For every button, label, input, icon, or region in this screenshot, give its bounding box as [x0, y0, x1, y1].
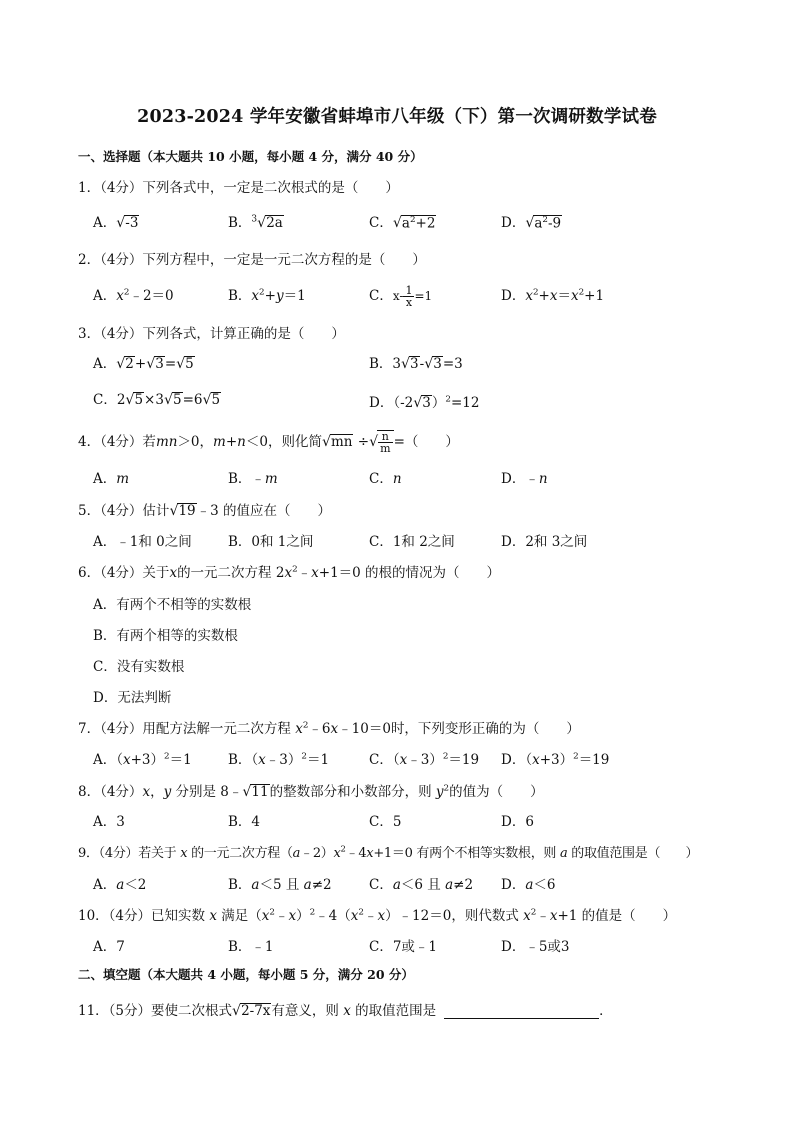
q7-option-b: B．（x﹣3）$^2$＝1 — [228, 751, 330, 768]
q6-option-a: A．有两个不相等的实数根 — [93, 597, 252, 613]
q4-option-b: B．﹣m — [228, 471, 278, 487]
q1-option-a: A．√-3 — [93, 215, 139, 231]
question-8: 8．（4分）x，y 分别是 8﹣√11的整数部分和小数部分，则 $y^2$的值为（ ） — [78, 783, 544, 800]
q2-option-a: A．$x^2﹣2=0$ — [93, 287, 174, 304]
question-10: 10．（4分）已知实数 x 满足$(x^2﹣x)^2﹣4(x^2﹣x)﹣12=0$，则代数式 $x^2﹣x+1$ 的值是（ ） — [78, 907, 677, 924]
section-fill-header: 二、填空题（本大题共 4 小题，每小题 5 分，满分 20 分） — [78, 967, 414, 982]
q6-option-d: D．无法判断 — [93, 690, 172, 706]
q2-option-b: B．$x^2+y=1$ — [228, 287, 306, 304]
q4-option-d: D．﹣n — [501, 471, 548, 487]
q3-option-d: D．$(-2√3)^2=12$ — [369, 394, 480, 411]
q2-option-d: D．$x^2+x=x^2+1$ — [501, 287, 605, 304]
q1-option-b: B．$^3$√2a — [228, 214, 283, 231]
q7-option-c: C．（x﹣3）$^2$＝19 — [369, 751, 480, 768]
q5-option-b: B．0和 1之间 — [228, 534, 314, 550]
section-choice-header: 一、选择题（本大题共 10 小题，每小题 4 分，满分 40 分） — [78, 149, 423, 164]
q2-option-c: C．x- $\frac{1}{x}$ =1 — [369, 284, 433, 309]
question-9: 9．（4分）若关于 x 的一元二次方程$(a﹣2)x^2﹣4x+1=0$ 有两个不相等实数根，则 a 的取值范围是（ ） — [78, 843, 699, 861]
question-3: 3．（4分）下列各式，计算正确的是（ ） — [78, 326, 345, 342]
q8-option-c: C．5 — [369, 814, 402, 830]
q8-option-d: D．6 — [501, 814, 534, 830]
q10-option-c: C．7或﹣1 — [369, 939, 438, 955]
question-5: 5．（4分）估计√19﹣3 的值应在（ ） — [78, 503, 332, 519]
q9-option-d: D．a＜6 — [501, 877, 556, 893]
question-11: 11．（5分）要使二次根式√2-7x有意义，则 x 的取值范围是 ． — [78, 1003, 613, 1019]
q6-option-b: B．有两个相等的实数根 — [93, 628, 238, 644]
question-2: 2．（4分）下列方程中，一定是一元二次方程的是（ ） — [78, 252, 426, 268]
q10-option-d: D．﹣5或3 — [501, 939, 570, 955]
q5-option-d: D．2和 3之间 — [501, 534, 588, 550]
question-7: 7．（4分）用配方法解一元二次方程 $x^2﹣6x﹣10=0$时，下列变形正确的为（ ） — [78, 720, 580, 737]
q7-option-d: D．$(x+3)^2=19$ — [501, 751, 610, 768]
q10-option-a: A．7 — [93, 939, 125, 955]
q5-option-a: A．﹣1和 0之间 — [93, 534, 192, 550]
q4-option-a: A．m — [93, 471, 130, 487]
q1-option-c: C．$√a^2+2$ — [369, 214, 436, 231]
question-1: 1．（4分）下列各式中，一定是二次根式的是（ ） — [78, 180, 399, 196]
q9-option-a: A．a＜2 — [93, 877, 147, 893]
q1-option-d: D．$√a^2-9$ — [501, 214, 562, 231]
question-6: 6．（4分）关于x的一元二次方程 $2x^2﹣x+1=0$ 的根的情况为（ ） — [78, 564, 501, 581]
q8-option-a: A．3 — [93, 814, 125, 830]
q3-option-b: B．3√3-√3=3 — [369, 356, 463, 372]
question-4: 4．（4分）若mn＞0，m+n＜0，则化简√mn ÷√ $\frac{n}{m}$ =（ ） — [78, 430, 459, 455]
q3-option-c: C．2√5×3√5=6√5 — [93, 392, 221, 408]
q4-option-c: C．n — [369, 471, 402, 487]
q3-option-a: A．√2+√3=√5 — [93, 356, 194, 372]
exam-title: 2023-2024 学年安徽省蚌埠市八年级（下）第一次调研数学试卷 — [137, 107, 657, 127]
q9-option-b: B．a＜5 且 a≠2 — [228, 877, 332, 893]
q11-answer-blank[interactable] — [444, 1006, 599, 1019]
q8-option-b: B．4 — [228, 814, 261, 830]
q7-option-a: A．$(x+3)^2=1$ — [93, 751, 192, 768]
q5-option-c: C．1和 2之间 — [369, 534, 455, 550]
q9-option-c: C．a＜6 且 a≠2 — [369, 877, 474, 893]
q10-option-b: B．﹣1 — [228, 939, 274, 955]
q6-option-c: C．没有实数根 — [93, 659, 185, 675]
